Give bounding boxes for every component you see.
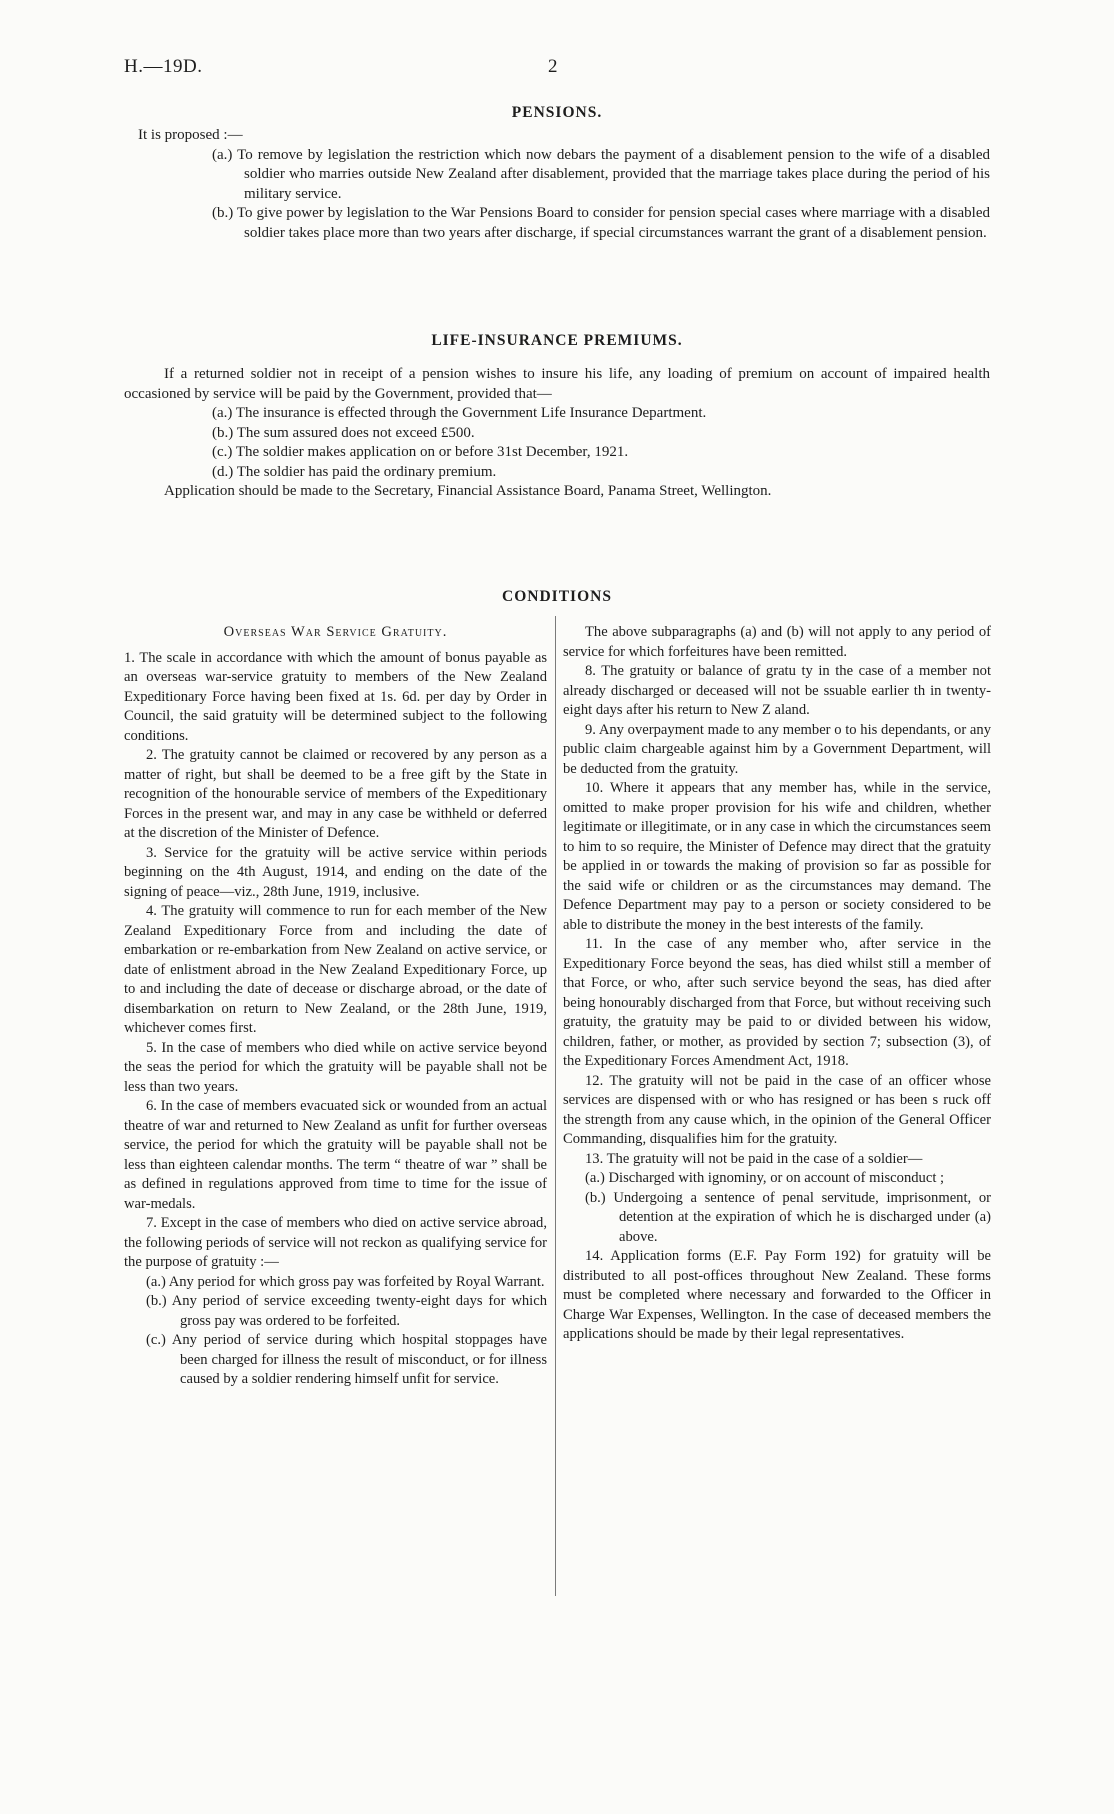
condition-3: 3. Service for the gratuity will be active service within periods beginning on the 4th August, 1914, and ending on the date of the signing of peace—viz., 28th June, 1919, inclusive. [124,844,547,900]
condition-10: 10. Where it appears that any member has, while in the service, omitted to make proper provision for his wife and children, whether legitimate or illegitimate, or in any case in which the circumstances seem to him to so require, the Minister of Defence may direct that the gratuity be applied in or towards the making of provision so far as possible for the said wife or children or as the circumstances may demand. The Defence Department may pay to a person or society considered to be able to distribute the money in the best interests of the family. [563,780,991,933]
pensions-intro: It is proposed :— [138,127,243,143]
gratuity-subheading: Overseas War Service Gratuity. [223,624,448,640]
insurance-item-c: (c.) The soldier makes application on or before 31st December, 1921. [212,444,629,460]
insurance-intro: If a returned soldier not in receipt of a pension wishes to insure his life, any loading of premium on account of impaired health occasioned by service will be paid by the Government, provided that— [124,366,990,402]
condition-9: 9. Any overpayment made to any member o to his dependants, or any public claim chargeable against him by a Government Department, will be deducted from the gratuity. [563,721,991,777]
conditions-heading: CONDITIONS [502,588,612,605]
condition-7-b: (b.) Any period of service exceeding twenty-eight days for which gross pay was ordered to be forfeited. [146,1293,547,1329]
insurance-item-d: (d.) The soldier has paid the ordinary premium. [212,463,497,480]
condition-6: 6. In the case of members evacuated sick or wounded from an actual theatre of war and returned to New Zealand as unfit for further overseas service, the period for which the gratuity will be payable shall not be less than eighteen calendar months. The term “ theatre of war ” shall be as defined in regulations approved from time to time for the issue of war-medals. [124,1098,547,1212]
insurance-section [124,365,990,502]
condition-4: 4. The gratuity will commence to run for each member of the New Zealand Expeditionary Force from and including the date of embarkation or re-embarkation from New Zealand on active service, or date of enlistment abroad in the New Zealand Expeditionary Force, up to and including the date of decease or discharge abroad, or the date of disembarkation on return to New Zealand, or the 28th June, 1919, whichever comes first. [124,903,547,1036]
condition-1: 1. The scale in accordance with which the amount of bonus payable as an overseas war-service gratuity to members of the New Zealand Expeditionary Force having been fixed at 1s. 6d. per day by Order in Council, the said gratuity will be determined subject to the following conditions. [124,649,547,744]
insurance-item-a: (a.) The insurance is effected through the Government Life Insurance Department. [212,405,707,421]
condition-7-tail: The above subparagraphs (a) and (b) will not apply to any period of service for which forfeitures have been remitted. [563,624,991,660]
condition-5: 5. In the case of members who died while on active service beyond the seas the period for which the gratuity will be payable shall not be less than two years. [124,1039,547,1095]
conditions-right-column [563,623,991,1345]
insurance-item-b: (b.) The sum assured does not exceed £500. [212,424,475,441]
condition-11: 11. In the case of any member who, after service in the Expeditionary Force beyond the seas, has died whilst still a member of that Force, or who, after such service beyond the seas, has died after being honourably discharged from that Force, but without receiving such gratuity, the gratuity may be paid to or divided between his widow, children, father, or mother, as provided by section 7; subsection (3), of the Expeditionary Forces Amendment Act, 1918. [563,936,991,1069]
pensions-item-b: (b.) To give power by legislation to the War Pensions Board to consider for pension special cases where marriage with a disabled soldier takes place more than two years after discharge, if special circumstances warrant the grant of a disablement pension. [212,205,990,241]
condition-13-b: (b.) Undergoing a sentence of penal servitude, imprisonment, or detention at the expiration of which he is discharged under (a) above. [585,1189,991,1245]
pensions-section [124,126,990,243]
condition-13-a: (a.) Discharged with ignominy, or on account of misconduct ; [585,1170,945,1186]
insurance-heading: LIFE-INSURANCE PREMIUMS. [431,332,683,349]
pensions-heading: PENSIONS. [511,104,603,121]
condition-8: 8. The gratuity or balance of gratu ty in the case of a member not already discharged or deceased will not be ssuable earlier th in twenty-eight days after his return to New Z aland. [563,663,991,718]
condition-7: 7. Except in the case of members who died on active service abroad, the following periods of service will not reckon as qualifying service for the purpose of gratuity :— [124,1215,547,1270]
document-reference: H.—19D. [124,56,203,77]
condition-7-c: (c.) Any period of service during which hospital stoppages have been charged for illness the result of misconduct, or for illness caused by a soldier rendering himself unfit for service. [146,1332,547,1387]
insurance-application: Application should be made to the Secretary, Financial Assistance Board, Panama Street, Wellington. [164,483,772,499]
conditions-left-column [124,623,547,1390]
condition-13: 13. The gratuity will not be paid in the case of a soldier— [585,1150,923,1167]
condition-12: 12. The gratuity will not be paid in the case of an officer whose services are dispensed with or who has resigned or has been s ruck off the strength from any cause which, in the opinion of the General Officer Commanding, disqualifies him for the gratuity. [563,1072,991,1147]
pensions-item-a: (a.) To remove by legislation the restriction which now debars the payment of a disablement pension to the wife of a disabled soldier who marries outside New Zealand after disablement, provided that the marriage takes place during the period of his military service. [212,146,990,202]
condition-14: 14. Application forms (E.F. Pay Form 192) for gratuity will be distributed to all post-offices throughout New Zealand. These forms must be completed where necessary and forwarded to the Officer in Charge War Expenses, Wellington. In the case of deceased members the applications should be made by their legal representatives. [563,1248,991,1342]
page-number: 2 [548,56,558,77]
column-divider [555,616,556,1596]
condition-7-a: (a.) Any period for which gross pay was forfeited by Royal Warrant. [146,1273,545,1290]
condition-2: 2. The gratuity cannot be claimed or recovered by any person as a matter of right, but shall be deemed to be a free gift by the State in recognition of the honourable service of members of the Expeditionary Forces in the present war, and may in any case be withheld or deferred at the discretion of the Minister of Defence. [124,747,547,841]
